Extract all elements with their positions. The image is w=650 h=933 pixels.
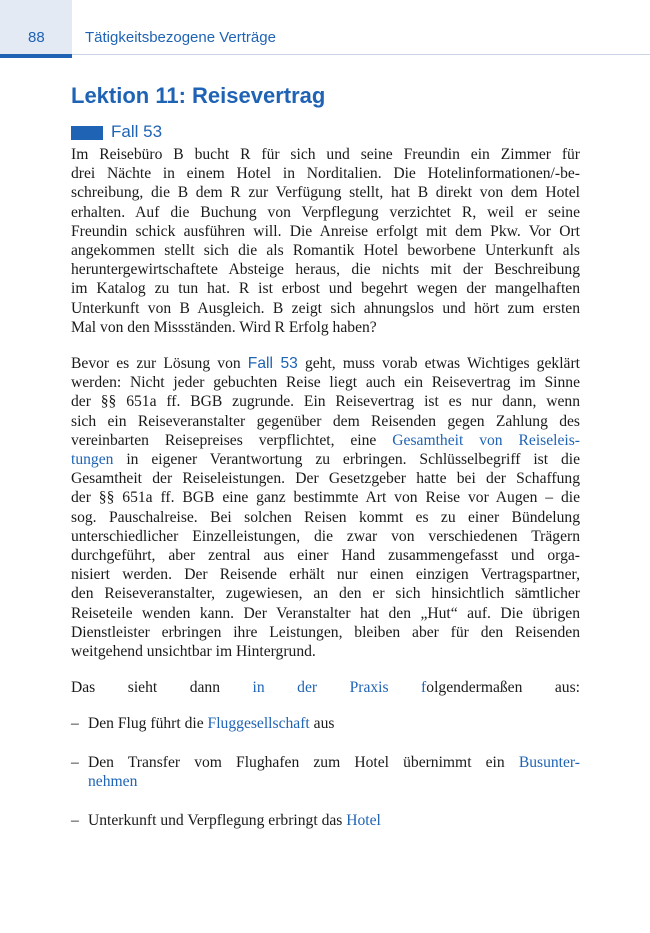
case-line: Im Reisebüro B bucht R für sich und seine Freundin ein Zimmer für (71, 146, 580, 163)
case-line: heruntergewirtschaftete Absteige heraus, die nichts mit der Beschreibung (71, 261, 580, 279)
body-line: Bevor es zur Lösung von Fall 53 geht, muss vorab etwas Wichtiges geklärt (71, 355, 580, 372)
case-line: Mal von den Missständen. Wird R Erfolg haben? (71, 318, 377, 336)
body-paragraph-2 (71, 354, 580, 661)
body-line: der §§ 651a ff. BGB zugrunde. Ein Reisevertrag ist es nur dann, wenn (71, 393, 580, 411)
case-reference-link[interactable]: Fall 53 (247, 355, 298, 372)
body-line: werden: Nicht jeder gebuchten Reise liegt auch ein Reisevertrag im Sinne (71, 374, 580, 392)
page-number: 88 (28, 29, 45, 46)
body-line: Gesamtheit der Reiseleistungen. Der Gesetzgeber hatte bei der Schaffung (71, 470, 580, 488)
case-label: Fall 53 (111, 122, 163, 141)
list-line: Den Transfer vom Flughafen zum Hotel übernimmt ein Busunter- (88, 754, 580, 771)
list-item: Unterkunft und Verpflegung erbringt das Hotel (88, 812, 381, 829)
body-line: Das sieht dann in der Praxis folgendermaßen aus: (71, 679, 581, 696)
key-term: Hotel (346, 812, 381, 829)
list-item (88, 753, 580, 791)
key-term: Gesamtheit von Reiseleis- (392, 431, 580, 449)
body-paragraph-3 (71, 678, 580, 697)
case-line: angekommen stellt sich die als Romantik Hotel beworbene Unterkunft als (71, 242, 580, 260)
header-rule (72, 54, 650, 55)
body-line: den Reiseveranstalter, zugewiesen, an den er sich hinsichtlich sämtlicher (71, 585, 580, 603)
lesson-title: Lektion 11: Reisevertrag (71, 83, 326, 108)
case-text (71, 145, 580, 337)
body-line: sich ein Reiseveranstalter gegenüber dem Reisenden gegen Zahlung des (71, 412, 580, 430)
case-marker-bar (71, 126, 103, 140)
running-title: Tätigkeitsbezogene Verträge (85, 29, 276, 46)
case-line: drei Nächte in einem Hotel in Norditalien. Die Hotelinformationen/-be- (71, 165, 580, 183)
case-line: Unterkunft von B Ausgleich. B zeigt sich ahnungslos und hört zum ersten (71, 299, 580, 317)
list-bullet: – (71, 715, 79, 732)
case-line: Freundin schick ausführen will. Die Anreise erfolgt mit dem Pkw. Vor Ort (71, 222, 580, 240)
list-bullet: – (71, 754, 79, 771)
body-line: sog. Pauschalreise. Bei solchen Reisen kommt es zu einer Bündelung (71, 508, 580, 526)
body-line: nisiert werden. Der Reisende erhält nur einen einzigen Vertragspartner, (71, 566, 580, 584)
case-line: erhalten. Auf die Buchung von Verpflegung verzichtet R, weil er seine (71, 203, 580, 221)
case-line: im Katalog zu tun hat. R ist erbost und begehrt wegen der mangelhaften (71, 280, 580, 298)
key-term: tungen (71, 451, 114, 469)
key-term: Fluggesellschaft (207, 715, 310, 732)
list-bullet: – (71, 812, 79, 829)
key-term: in der Praxis f (252, 679, 427, 696)
key-term: Busunter- (518, 754, 580, 771)
body-line: Dienstleister erbringen ihre Leistungen, bleiben aber für den Reisenden (71, 623, 580, 641)
body-line: Reiseteile wenden kann. Der Veranstalter hat den „Hut“ auf. Die übrigen (71, 604, 580, 622)
body-line: vereinbarten Reisepreises verpflichtet, eine Gesamtheit von Reiseleis- (71, 431, 580, 449)
list-line (88, 772, 580, 791)
body-line: durchgeführt, aber zentral aus einer Hand zusammengefasst und orga- (71, 547, 580, 565)
body-line: unterschiedlicher Einzelleistungen, die zwar von verschiedenen Trägern (71, 527, 580, 545)
body-line: tungen in eigener Verantwortung zu erbringen. Schlüsselbegriff ist die (71, 451, 580, 469)
key-term: nehmen (88, 773, 138, 791)
body-line: weitgehend unsichtbar im Hintergrund. (71, 643, 316, 661)
case-line: schreibung, die B dem R zur Verfügung stellt, hat B direkt von dem Hotel (71, 184, 580, 202)
list-item: Den Flug führt die Fluggesellschaft aus (88, 715, 335, 732)
body-line: der §§ 651a ff. BGB eine ganz bestimmte Art von Reise vor Augen – die (71, 489, 580, 507)
